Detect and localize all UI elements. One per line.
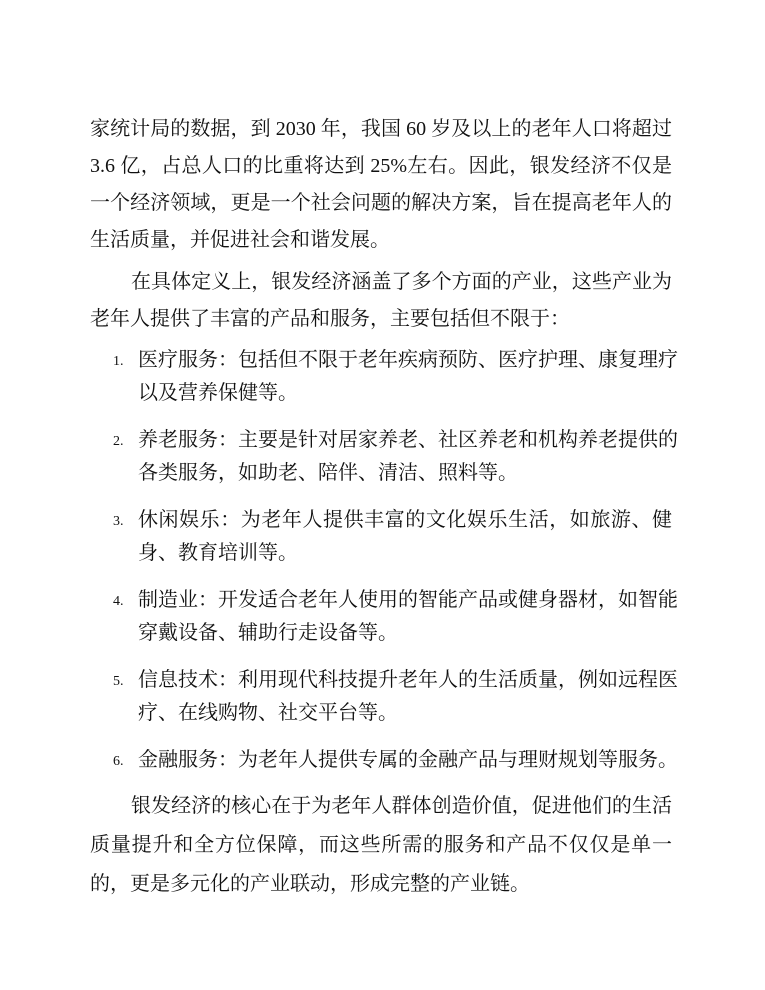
list-item-line: 各类服务，如助老、陪伴、清洁、照料等。 <box>138 461 518 484</box>
list-item <box>90 504 672 570</box>
list-item-number: 5. <box>113 673 124 689</box>
intro-line: 3.6 亿，占总人口的比重将达到 25%左右。因此，银发经济不仅是 <box>90 155 672 177</box>
list-item-line: 休闲娱乐：为老年人提供丰富的文化娱乐生活，如旅游、健 <box>138 508 672 531</box>
intro-paragraph <box>90 111 672 259</box>
intro-line: 一个经济领域，更是一个社会问题的解决方案，旨在提高老年人的 <box>90 192 672 214</box>
list-item <box>90 584 678 650</box>
conclusion-paragraph <box>90 787 672 904</box>
list-item-number: 1. <box>113 353 124 369</box>
list-item-line: 以及营养保健等。 <box>138 381 298 404</box>
conclusion-line: 的，更是多元化的产业联动，形成完整的产业链。 <box>90 872 530 895</box>
list-item-number: 3. <box>113 513 124 529</box>
list-item <box>90 744 678 777</box>
industry-list <box>90 344 678 777</box>
conclusion-line: 银发经济的核心在于为老年人群体创造价值，促进他们的生活 <box>131 794 672 817</box>
conclusion-line: 质量提升和全方位保障，而这些所需的服务和产品不仅仅是单一 <box>90 833 672 856</box>
list-item <box>90 664 678 730</box>
intro-line: 家统计局的数据，到 2030 年，我国 60 岁及以上的老年人口将超过 <box>90 118 672 140</box>
list-item-line: 医疗服务：包括但不限于老年疾病预防、医疗护理、康复理疗 <box>138 348 678 371</box>
intro-line: 生活质量，并促进社会和谐发展。 <box>90 229 390 251</box>
list-item-line: 信息技术：利用现代科技提升老年人的生活质量，例如远程医 <box>138 668 678 691</box>
list-item-line: 身、教育培训等。 <box>138 541 298 564</box>
list-item-number: 4. <box>113 593 124 609</box>
list-item-line: 疗、在线购物、社交平台等。 <box>138 701 398 724</box>
list-item <box>90 424 678 490</box>
definition-line: 在具体定义上，银发经济涵盖了多个方面的产业，这些产业为 <box>131 270 672 293</box>
list-item <box>90 344 678 410</box>
definition-paragraph <box>90 264 672 339</box>
page-body <box>90 111 678 904</box>
list-item-line: 制造业：开发适合老年人使用的智能产品或健身器材，如智能 <box>138 588 678 611</box>
definition-line: 老年人提供了丰富的产品和服务，主要包括但不限于： <box>90 308 570 330</box>
list-item-line: 养老服务：主要是针对居家养老、社区养老和机构养老提供的 <box>138 428 678 451</box>
list-item-line: 穿戴设备、辅助行走设备等。 <box>138 621 398 644</box>
list-item-number: 6. <box>113 753 124 769</box>
list-item-number: 2. <box>113 433 124 449</box>
list-item-line: 金融服务：为老年人提供专属的金融产品与理财规划等服务。 <box>138 748 678 771</box>
